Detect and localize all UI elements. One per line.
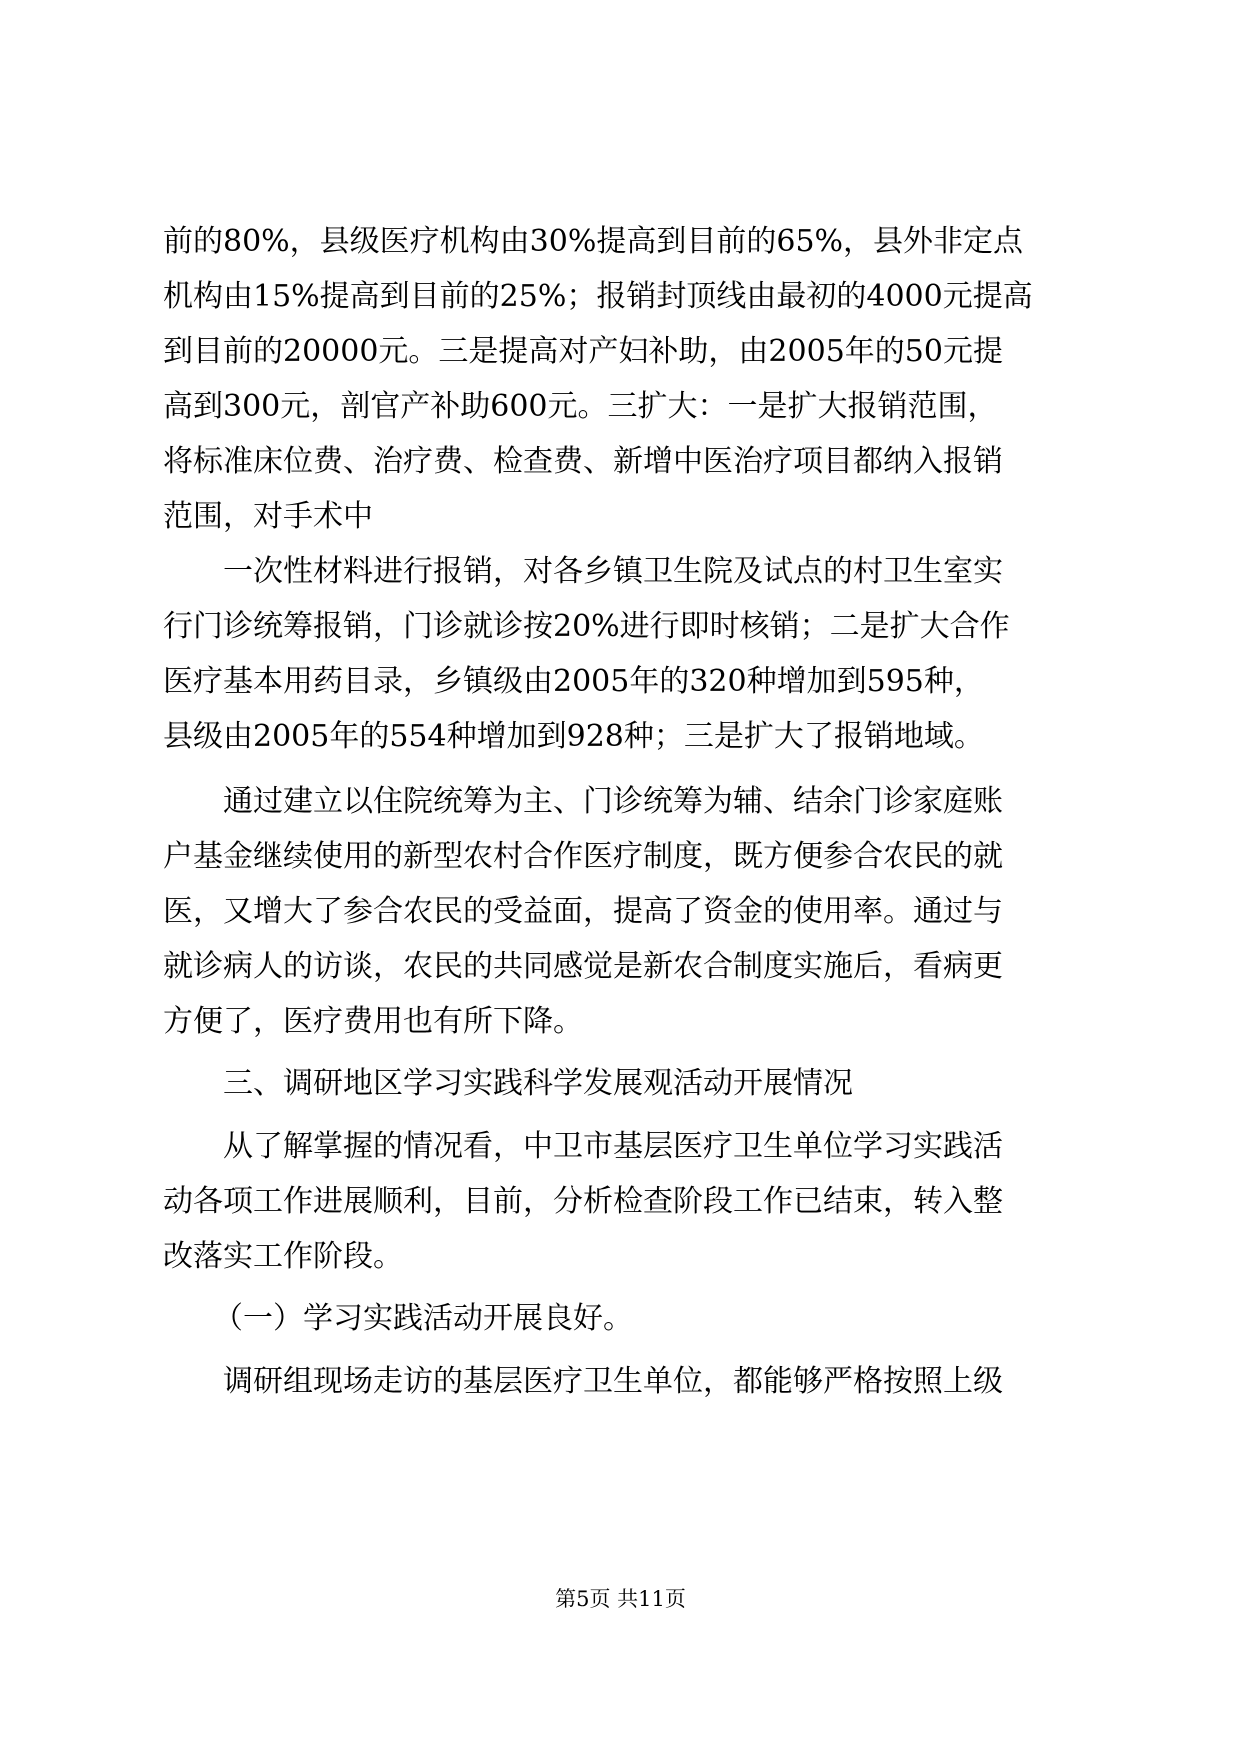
text-line: 前的80%，县级医疗机构由30%提高到目前的65%，县外非定点 [163, 224, 1024, 259]
text-line: 机构由15%提高到目前的25%；报销封顶线由最初的4000元提高 [163, 279, 1033, 314]
text-line: 方便了，医疗费用也有所下降。 [163, 1004, 583, 1039]
text-line: 调研组现场走访的基层医疗卫生单位，都能够严格按照上级 [223, 1364, 1003, 1399]
page-number-footer: 第5页 共11页 [555, 1587, 686, 1611]
text-line: 改落实工作阶段。 [163, 1239, 403, 1274]
text-line: 范围，对手术中 [163, 499, 373, 534]
text-line: 一次性材料进行报销，对各乡镇卫生院及试点的村卫生室实 [223, 554, 1003, 589]
section-heading: 三、调研地区学习实践科学发展观活动开展情况 [223, 1066, 853, 1101]
text-line: 医疗基本用药目录，乡镇级由2005年的320种增加到595种， [163, 664, 984, 699]
text-line: 通过建立以住院统筹为主、门诊统筹为辅、结余门诊家庭账 [223, 784, 1003, 819]
text-line: 高到300元，剖官产补助600元。三扩大：一是扩大报销范围， [163, 389, 998, 424]
text-line: 动各项工作进展顺利，目前，分析检查阶段工作已结束，转入整 [163, 1184, 1003, 1219]
subsection-heading: （一）学习实践活动开展良好。 [213, 1301, 633, 1336]
text-line: 从了解掌握的情况看，中卫市基层医疗卫生单位学习实践活 [223, 1129, 1003, 1164]
text-line: 到目前的20000元。三是提高对产妇补助，由2005年的50元提 [163, 334, 1003, 369]
text-line: 就诊病人的访谈，农民的共同感觉是新农合制度实施后，看病更 [163, 949, 1003, 984]
text-line: 县级由2005年的554种增加到928种；三是扩大了报销地域。 [163, 719, 984, 754]
text-line: 将标准床位费、治疗费、检查费、新增中医治疗项目都纳入报销 [163, 444, 1003, 479]
text-line: 医，又增大了参合农民的受益面，提高了资金的使用率。通过与 [163, 894, 1003, 929]
text-line: 户基金继续使用的新型农村合作医疗制度，既方便参合农民的就 [163, 839, 1003, 874]
text-line: 行门诊统筹报销，门诊就诊按20%进行即时核销；二是扩大合作 [163, 609, 1010, 644]
